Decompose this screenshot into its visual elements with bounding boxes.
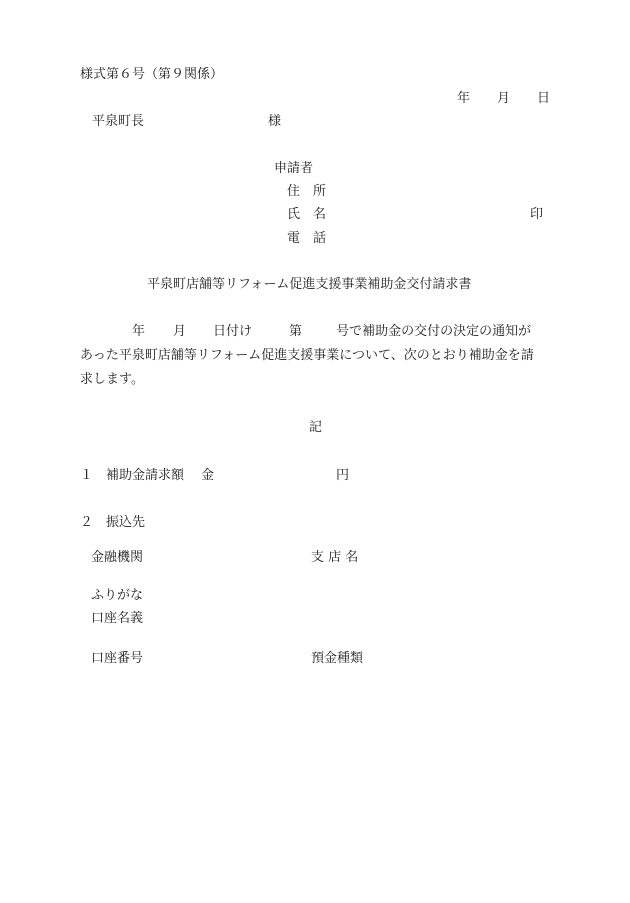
request-body-line-1	[80, 320, 555, 344]
request-body-line-3: 求します。	[80, 372, 144, 387]
body-number-prefix: 第	[289, 324, 303, 339]
furigana-label: ふりがな	[91, 588, 144, 603]
item-1-label: 補助金請求額	[106, 468, 185, 483]
body-text-rest: 号で補助金の交付の決定の通知が	[336, 324, 532, 339]
request-body-line-2: あった平泉町店舗等リフォーム促進支援事業について、次のとおり補助金を請	[80, 348, 534, 363]
applicant-address-label: 住 所	[287, 184, 327, 199]
bank-branch-label: 支 店 名	[311, 550, 359, 565]
seal-mark: 印	[530, 207, 544, 222]
deposit-type-label: 預金種類	[311, 651, 364, 666]
date-month-label: 月	[497, 91, 511, 106]
body-year-label: 年	[132, 324, 146, 339]
applicant-name-label: 氏 名	[287, 207, 327, 222]
addressee-honorific: 様	[268, 114, 282, 129]
applicant-heading: 申請者	[274, 161, 314, 176]
addressee-name: 平泉町長	[92, 114, 145, 129]
bank-institution-label: 金融機関	[91, 550, 144, 565]
ki-heading: 記	[309, 420, 323, 435]
account-number-label: 口座番号	[91, 651, 144, 666]
account-holder-label: 口座名義	[91, 611, 144, 626]
document-title: 平泉町店舗等リフォーム促進支援事業補助金交付請求書	[147, 277, 472, 292]
date-day-label: 日	[537, 91, 551, 106]
amount-prefix: 金	[201, 468, 215, 483]
applicant-phone-label: 電 話	[287, 231, 327, 246]
item-2-number: ２	[80, 515, 94, 530]
item-1-number: １	[80, 468, 94, 483]
body-dated-label: 日付け	[213, 324, 253, 339]
form-number: 様式第６号（第９関係）	[80, 67, 224, 82]
date-year-label: 年	[457, 91, 471, 106]
amount-unit: 円	[336, 468, 350, 483]
body-month-label: 月	[173, 324, 187, 339]
item-2-label: 振込先	[106, 515, 146, 530]
request-body	[80, 320, 555, 392]
